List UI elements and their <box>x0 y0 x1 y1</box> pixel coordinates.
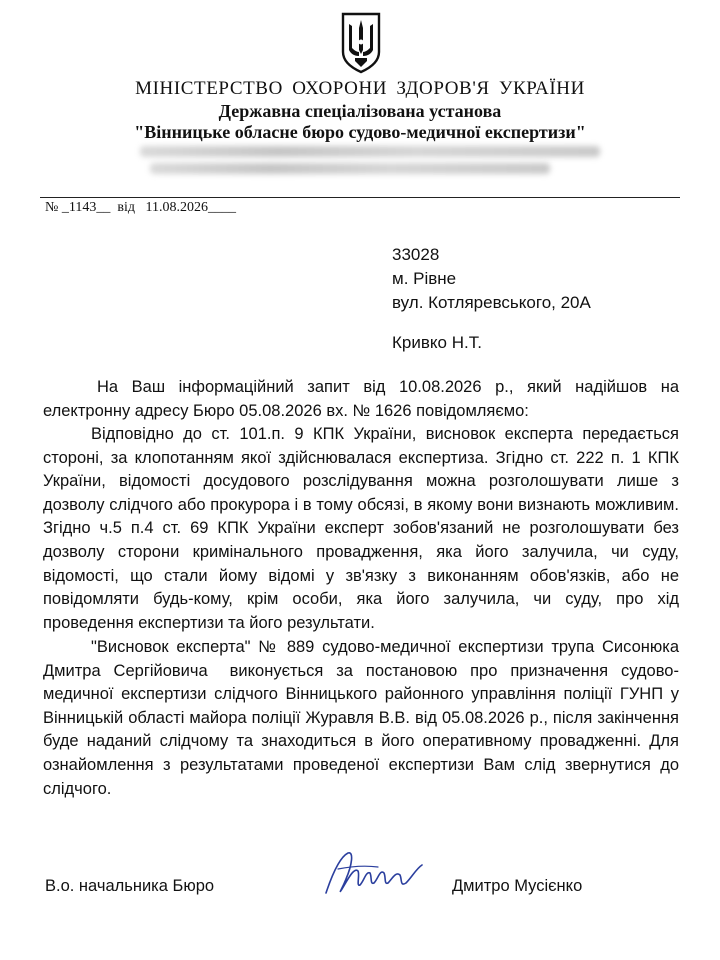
signatory-role: В.о. начальника Бюро <box>45 877 215 895</box>
recipient-street: вул. Котляревського, 20А <box>392 293 591 312</box>
recipient-postcode: 33028 <box>392 245 440 264</box>
body-paragraph-3-part-b: виконується за постановою про призначення судово-медичної експертизи слідчого Вінницького районного управління поліції ГУНП у Вінницькій області майора поліції Журавля В.В. від 05.08.2026 р., після закінчення буде наданий слідчому та знаходиться в його оперативному провадженні. Для ознайомлення з результатами проведеної експертизи Вам слід звернутися до слідчого. <box>43 661 679 798</box>
registration-line <box>45 200 236 216</box>
ministry-title: МІНІСТЕРСТВО ОХОРОНИ ЗДОРОВ'Я УКРАЇНИ <box>135 78 585 99</box>
institution-name: "Вінницьке обласне бюро судово-медичної експертизи" <box>134 122 586 142</box>
body-paragraph-1: На Ваш інформаційний запит від 10.08.2026 р., який надійшов на електронну адресу Бюро 05.08.2026 вх. № 1626 повідомляємо: <box>43 378 679 420</box>
institution-type: Державна спеціалізована установа <box>218 101 502 121</box>
signatory-name: Дмитро Мусієнко <box>452 877 583 895</box>
body-paragraph-3 <box>43 636 679 801</box>
body-paragraph-2: Відповідно до ст. 101.п. 9 КПК України, висновок експерта передається стороні, за клопотанням якої здійснювалася експертиза. Згідно ст. 222 п. 1 КПК України, відомості досудового розслідування можна розголошувати лише з дозволу слідчого або прокурора і в тому обсязі, в якому вони визнають можливим. Згідно ч.5 п.4 ст. 69 КПК України експерт зобов'язаний не розголошувати без дозволу сторони кримінального провадження, яка його залучила, чи суду, відомості, що стали йому відомі у зв'язку з виконанням обов'язків, або не повідомляти будь-кому, крім особи, яка його залучила, чи суду, про хід проведення експертизи та його результати. <box>43 425 679 632</box>
recipient-name: Кривко Н.Т. <box>392 333 482 352</box>
registration-date-label: від <box>117 200 135 215</box>
trident-emblem-icon <box>340 12 382 74</box>
header-divider <box>40 197 680 198</box>
blurred-contact-line-2 <box>150 163 550 174</box>
body-paragraph-3-part-a: "Висновок експерта" № 889 судово-медичної експертизи трупа Сисонюка Дмитра Сергійовича <box>43 638 679 680</box>
handwritten-signature-icon <box>318 845 428 905</box>
blurred-contact-line-1 <box>140 146 600 157</box>
recipient-address <box>392 243 591 315</box>
registration-number: _1143__ <box>61 200 111 215</box>
recipient-city: м. Рівне <box>392 269 457 288</box>
registration-number-label: № <box>45 200 59 215</box>
registration-date: 11.08.2026____ <box>145 200 236 215</box>
